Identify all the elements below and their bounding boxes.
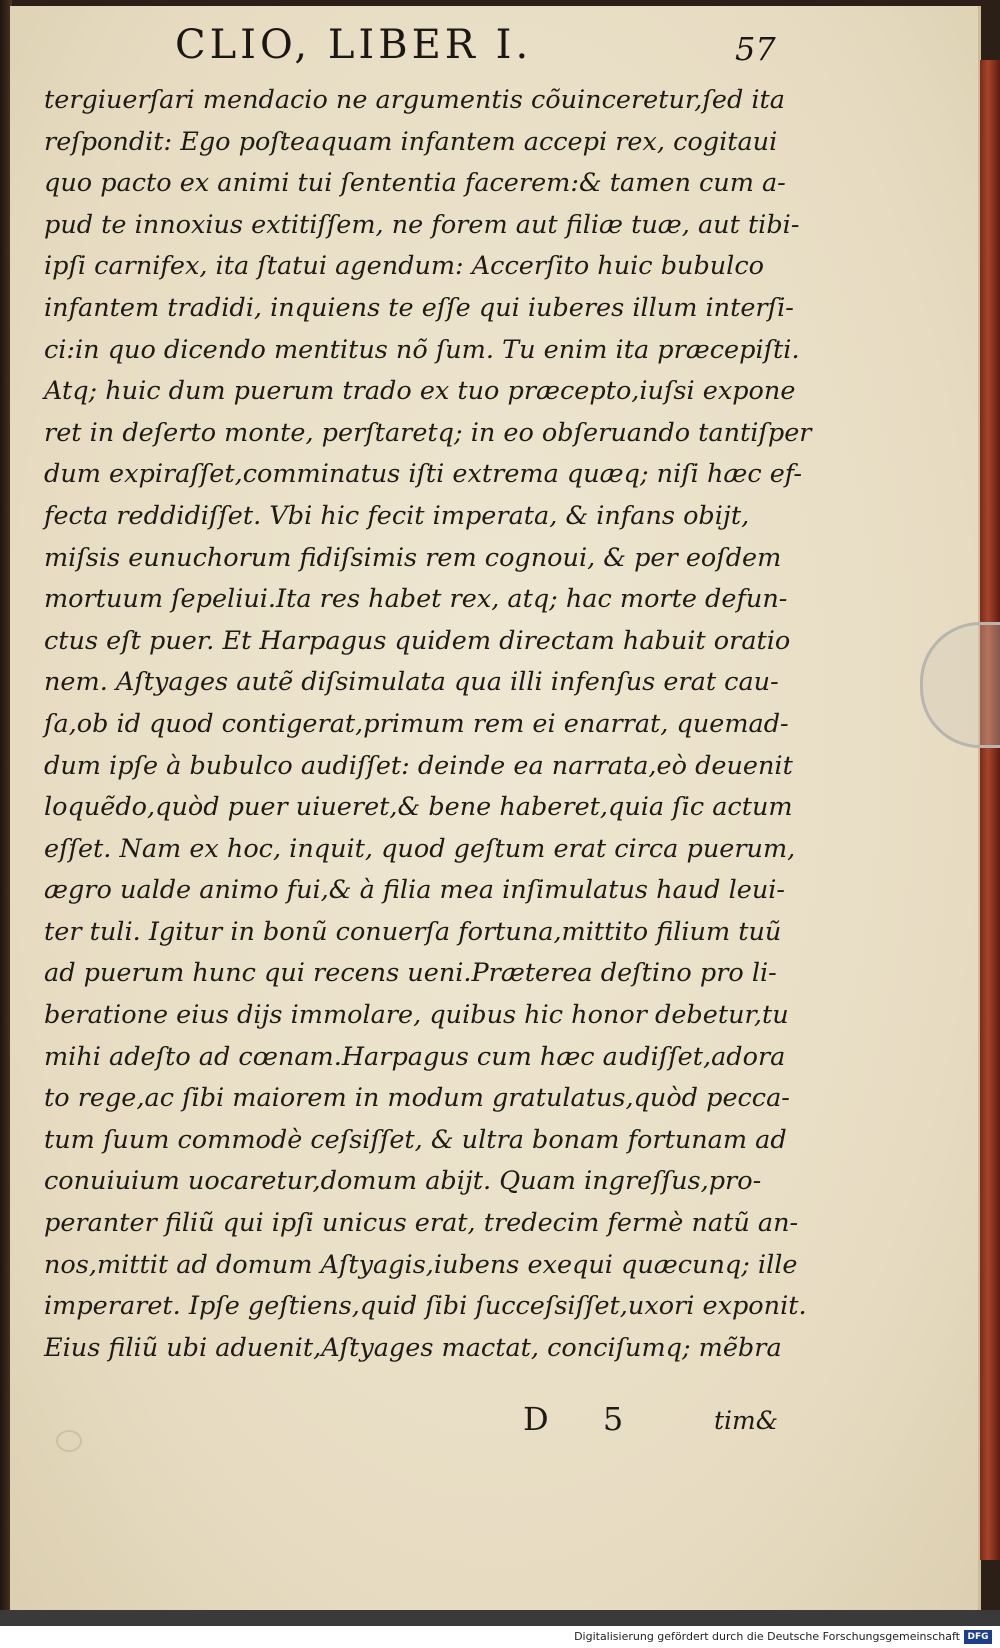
text-line: dum ipſe à bubulco audiſſet: deinde ea narrata,eò deuenit xyxy=(44,750,793,781)
text-line: peranter filiũ qui ipſi unicus erat, tredecim fermè natũ an- xyxy=(44,1208,799,1239)
text-line: Atq; huic dum puerum trado ex tuo præcepto,iuſsi expone xyxy=(44,376,796,407)
text-line: reſpondit: Ego poſteaquam infantem accepi rex, cogitaui xyxy=(44,126,778,157)
text-line: ipſi carnifex, ita ſtatui agendum: Accerſito huic bubulco xyxy=(44,251,764,282)
text-line: mihi adeſto ad cœnam.Harpagus cum hæc audiſſet,adora xyxy=(44,1041,786,1072)
ink-smudge xyxy=(56,1430,82,1452)
text-line: loquẽdo,quòd puer uiueret,& bene haberet,quia ſic actum xyxy=(44,792,793,823)
text-line: ci:in quo dicendo mentitus nõ ſum. Tu enim ita præcepiſti. xyxy=(44,334,800,365)
catchword: tim& xyxy=(714,1406,779,1435)
text-line: beratione eius dijs immolare, quibus hic honor debetur,tu xyxy=(44,1000,789,1031)
text-line: nem. Aſtyages autẽ diſsimulata qua illi infenſus erat cau- xyxy=(44,667,779,698)
text-line: quo pacto ex animi tui ſententia facerem:& tamen cum a- xyxy=(44,168,786,199)
text-line: ſa,ob id quod contigerat,primum rem ei enarrat, quemad- xyxy=(44,708,789,739)
text-line: ad puerum hunc qui recens ueni.Præterea deſtino pro li- xyxy=(44,958,777,989)
text-line: imperaret. Ipſe geſtiens,quid ſibi ſucceſsiſſet,uxori exponit. xyxy=(44,1291,807,1322)
text-line: conuiuium uocaretur,domum abijt. Quam ingreſſus,pro- xyxy=(44,1166,762,1197)
text-line: tergiuerſari mendacio ne argumentis cõuinceretur,ſed ita xyxy=(44,85,785,115)
scan-bottom-band xyxy=(0,1610,1000,1626)
text-line: eſſet. Nam ex hoc, inquit, quod geſtum erat circa puerum, xyxy=(44,833,796,864)
dfg-logo: DFG xyxy=(964,1630,992,1644)
text-line: dum expiraſſet,comminatus iſti extrema quæq; niſi hæc ef- xyxy=(44,459,802,490)
digitization-credit: Digitalisierung gefördert durch die Deutsche Forschungsgemeinschaft xyxy=(574,1630,960,1643)
text-line: miſsis eunuchorum fidiſsimis rem cognoui, & per eoſdem xyxy=(44,542,782,573)
text-line: fecta reddidiſſet. Vbi hic fecit imperata, & infans obijt, xyxy=(44,500,750,531)
text-line: Eius filiũ ubi aduenit,Aſtyages mactat, conciſumq; mẽbra xyxy=(44,1332,782,1363)
text-line: nos,mittit ad domum Aſtyagis,iubens exequi quæcunq; ille xyxy=(44,1249,798,1280)
page-number: 57 xyxy=(735,30,776,68)
text-line: ctus eſt puer. Et Harpagus quidem directam habuit oratio xyxy=(44,625,791,656)
text-line: ter tuli. Igitur in bonũ conuerſa fortuna,mittito filium tuũ xyxy=(44,916,782,947)
running-title: CLIO, LIBER I. xyxy=(175,22,533,68)
text-line: infantem tradidi, inquiens te eſſe qui iuberes illum interſi- xyxy=(44,292,794,323)
signature-mark: D 5 xyxy=(523,1400,646,1438)
body-text xyxy=(44,80,812,1369)
text-line: tum ſuum commodè ceſsiſſet, & ultra bonam fortunam ad xyxy=(44,1124,787,1155)
book-cover-edge xyxy=(980,60,1000,1560)
text-line: ægro ualde animo fui,& à filia mea inſimulatus haud leui- xyxy=(44,875,786,906)
text-line: ret in deſerto monte, perſtaretq; in eo obſeruando tantiſper xyxy=(44,417,812,448)
text-line: pud te innoxius extitiſſem, ne forem aut filiæ tuæ, aut tibi- xyxy=(44,209,800,240)
text-line: to rege,ac ſibi maiorem in modum gratulatus,quòd pecca- xyxy=(44,1083,790,1114)
text-line: mortuum ſepeliui.Ita res habet rex, atq; hac morte defun- xyxy=(44,584,788,615)
